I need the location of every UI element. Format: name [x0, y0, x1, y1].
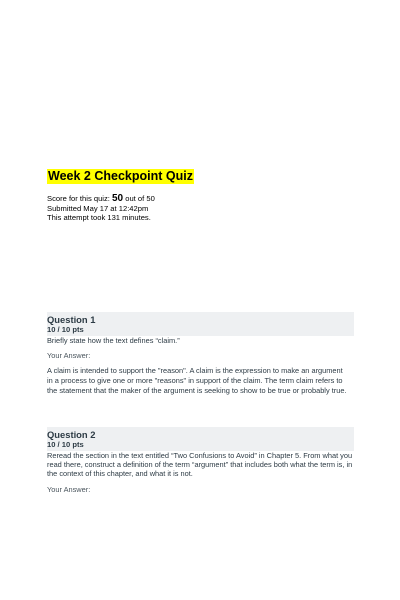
quiz-summary	[47, 194, 347, 223]
question-text: Briefly state how the text defines “claim.”	[47, 336, 180, 345]
score-line	[47, 194, 347, 204]
question-points: 10 / 10 pts	[47, 325, 84, 334]
question-title: Question 2	[47, 429, 96, 440]
score-suffix: out of 50	[123, 194, 155, 203]
question-2	[47, 427, 354, 494]
score-value: 50	[112, 193, 124, 204]
question-points: 10 / 10 pts	[47, 440, 84, 449]
question-title: Question 1	[47, 314, 96, 325]
answer-text: A claim is intended to support the "reason". A claim is the expression to make an argument in a process to give one or more "reasons" in support of the claim. The term claim refers to the statement that the maker of the argument is seeking to show to be true or probably true.	[47, 366, 347, 395]
score-label: Score for this quiz:	[47, 194, 112, 203]
question-text: Reread the section in the text entitled “Two Confusions to Avoid” in Chapter 5. From what you read there, construct a definition of the term “argument” that includes both what the term is, in the context of this chapter, and what it is not.	[47, 451, 353, 479]
your-answer-label: Your Answer:	[47, 484, 91, 494]
attempt-duration: This attempt took 131 minutes.	[47, 213, 151, 223]
submitted-date: Submitted May 17 at 12:42pm	[47, 203, 149, 213]
question-header	[47, 312, 354, 336]
question-header	[47, 427, 354, 451]
your-answer-label: Your Answer:	[47, 351, 91, 361]
quiz-title: Week 2 Checkpoint Quiz	[48, 169, 193, 183]
question-1	[47, 312, 354, 395]
